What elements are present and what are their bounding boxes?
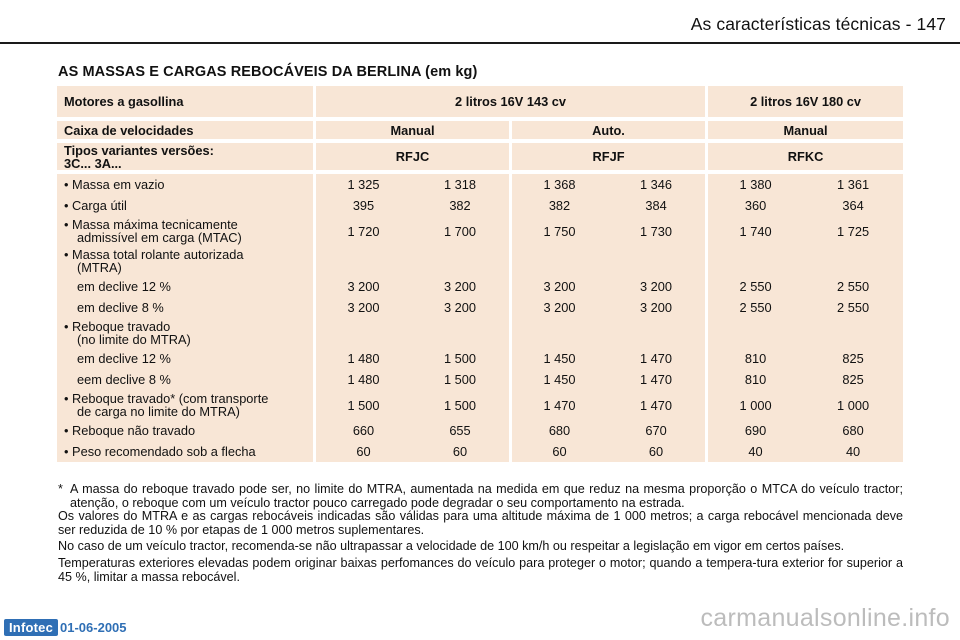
table-row — [57, 420, 903, 441]
table-row — [57, 318, 903, 348]
table-cell: 690 — [705, 420, 803, 441]
table-cell: 3 200 — [313, 297, 411, 318]
table-cell: 1 000 — [803, 390, 903, 420]
table-cell: 1 500 — [411, 390, 509, 420]
table-cell: 1 470 — [607, 390, 705, 420]
table-cell: 382 — [411, 195, 509, 216]
engine-row — [57, 86, 903, 121]
table-cell — [313, 246, 411, 276]
table-cell: 825 — [803, 369, 903, 390]
table-cell: 1 740 — [705, 216, 803, 246]
row-label-line1: • Reboque não travado — [64, 423, 196, 438]
table-cell: 1 325 — [313, 174, 411, 195]
table-cell: 1 470 — [607, 348, 705, 369]
table-cell: 3 200 — [411, 297, 509, 318]
types-row-label — [57, 143, 313, 174]
row-label-line1: • Massa máxima tecnicamente — [64, 217, 238, 232]
row-label-line1: • Peso recomendado sob a flecha — [64, 444, 256, 459]
table-cell: 3 200 — [313, 276, 411, 297]
table-row — [57, 174, 903, 195]
section-title: AS MASSAS E CARGAS REBOCÁVEIS DA BERLINA (em kg) — [58, 64, 478, 80]
table-cell — [705, 318, 803, 348]
table-cell: 1 480 — [313, 369, 411, 390]
row-label — [57, 420, 313, 441]
table-cell: 40 — [705, 441, 803, 462]
table-cell: 3 200 — [509, 276, 607, 297]
table-cell: 60 — [509, 441, 607, 462]
table-cell — [607, 318, 705, 348]
row-label-line1: • Reboque travado — [64, 319, 171, 334]
page-header-title: As características técnicas - 147 — [690, 14, 946, 34]
row-label-line1: • Massa total rolante autorizada — [64, 247, 244, 262]
table-cell: 1 725 — [803, 216, 903, 246]
gearbox-row-label: Caixa de velocidades — [57, 121, 313, 143]
row-label — [57, 369, 313, 390]
table-row — [57, 246, 903, 276]
table-cell: 1 450 — [509, 348, 607, 369]
row-label-line2: admissível em carga (MTAC) — [77, 230, 242, 245]
table-cell — [411, 318, 509, 348]
table-cell: 670 — [607, 420, 705, 441]
note-paragraph-3: Temperaturas exteriores elevadas podem originar baixas perfomances do veículo para proteger o motor; quando a tempera-tura exterior for superior a 45 %, limitar a massa rebocável. — [58, 555, 903, 584]
table-row — [57, 195, 903, 216]
gearbox-manual-1: Manual — [313, 121, 509, 143]
row-label-line1: em declive 12 % — [77, 351, 171, 366]
gearbox-row — [57, 121, 903, 143]
table-row — [57, 441, 903, 462]
table-cell: 60 — [411, 441, 509, 462]
table-cell: 825 — [803, 348, 903, 369]
table-cell — [313, 318, 411, 348]
table-cell: 360 — [705, 195, 803, 216]
row-label-line1: • Carga útil — [64, 198, 127, 213]
table-cell: 3 200 — [509, 297, 607, 318]
gearbox-auto: Auto. — [509, 121, 705, 143]
table-cell: 655 — [411, 420, 509, 441]
row-label-line1: em declive 12 % — [77, 279, 171, 294]
table-row — [57, 276, 903, 297]
row-label — [57, 297, 313, 318]
table-cell: 40 — [803, 441, 903, 462]
table-cell — [803, 246, 903, 276]
row-label-line1: • Reboque travado* (com transporte — [64, 391, 269, 406]
table-cell: 2 550 — [803, 276, 903, 297]
table-cell: 1 470 — [607, 369, 705, 390]
table-cell: 810 — [705, 348, 803, 369]
table-cell: 2 550 — [803, 297, 903, 318]
gearbox-manual-2: Manual — [705, 121, 903, 143]
table-cell: 60 — [607, 441, 705, 462]
table-cell: 3 200 — [411, 276, 509, 297]
row-label — [57, 348, 313, 369]
watermark: carmanualsonline.info — [700, 604, 950, 632]
engine-2-header: 2 litros 16V 180 cv — [705, 86, 903, 121]
footnote-text: A massa do reboque travado pode ser, no limite do MTRA, aumentada na medida em que reduz na mesma proporção o MTCA do veículo tractor; atenção, o reboque com um veículo tractor pouco carregado pode degradar o seu comportamento na estrada. — [70, 482, 903, 510]
table-cell: 1 500 — [411, 369, 509, 390]
table-cell: 1 730 — [607, 216, 705, 246]
table-cell: 364 — [803, 195, 903, 216]
row-label — [57, 441, 313, 462]
row-label-line2: (no limite do MTRA) — [77, 332, 191, 347]
table-cell: 3 200 — [607, 297, 705, 318]
table-row — [57, 348, 903, 369]
footer-date: 01-06-2005 — [60, 619, 127, 635]
table-cell: 1 318 — [411, 174, 509, 195]
row-label — [57, 174, 313, 195]
row-label-line2: de carga no limite do MTRA) — [77, 404, 240, 419]
table-cell: 60 — [313, 441, 411, 462]
table-cell: 1 000 — [705, 390, 803, 420]
notes-section — [58, 483, 903, 587]
table-row — [57, 297, 903, 318]
table-cell: 2 550 — [705, 297, 803, 318]
infotec-logo: Infotec — [4, 619, 58, 636]
type-rfkc: RFKC — [705, 143, 903, 174]
table-cell: 3 200 — [607, 276, 705, 297]
row-label-line1: eem declive 8 % — [77, 372, 171, 387]
table-cell: 1 368 — [509, 174, 607, 195]
table-cell: 1 450 — [509, 369, 607, 390]
engine-1-header: 2 litros 16V 143 cv — [313, 86, 705, 121]
note-paragraph-1: Os valores do MTRA e as cargas rebocáveis indicadas são válidas para uma altitude máxima de 1 000 metros; a carga rebocável mencionada deve ser reduzida de 10 % por etapas de 1 000 metros suplementares. — [58, 509, 903, 537]
engine-row-label: Motores a gasollina — [57, 86, 313, 121]
row-label — [57, 390, 313, 420]
table-row — [57, 216, 903, 246]
table-cell — [705, 246, 803, 276]
table-cell — [509, 246, 607, 276]
types-label-line2: 3C... 3A... — [64, 155, 122, 171]
spec-table — [57, 86, 903, 462]
table-cell: 1 480 — [313, 348, 411, 369]
table-cell — [509, 318, 607, 348]
table-cell — [411, 246, 509, 276]
table-cell: 1 361 — [803, 174, 903, 195]
row-label-line1: • Massa em vazio — [64, 177, 165, 192]
table-row — [57, 369, 903, 390]
table-cell: 1 380 — [705, 174, 803, 195]
row-label-line2: (MTRA) — [77, 260, 122, 275]
table-cell: 1 500 — [313, 390, 411, 420]
table-cell: 1 500 — [411, 348, 509, 369]
footer — [4, 618, 127, 636]
table-cell: 384 — [607, 195, 705, 216]
header-divider — [0, 42, 960, 44]
table-cell: 1 470 — [509, 390, 607, 420]
table-cell: 1 750 — [509, 216, 607, 246]
table-cell: 395 — [313, 195, 411, 216]
row-label — [57, 246, 313, 276]
types-label-line1: Tipos variantes versões: — [64, 142, 214, 158]
table-cell: 1 346 — [607, 174, 705, 195]
row-label — [57, 318, 313, 348]
row-label-line1: em declive 8 % — [77, 300, 164, 315]
table-cell: 1 700 — [411, 216, 509, 246]
type-rfjc: RFJC — [313, 143, 509, 174]
table-cell: 382 — [509, 195, 607, 216]
table-cell: 1 720 — [313, 216, 411, 246]
row-label — [57, 216, 313, 246]
table-row — [57, 390, 903, 420]
table-cell: 810 — [705, 369, 803, 390]
type-rfjf: RFJF — [509, 143, 705, 174]
table-cell: 680 — [803, 420, 903, 441]
row-label — [57, 195, 313, 216]
table-cell — [607, 246, 705, 276]
table-cell: 660 — [313, 420, 411, 441]
table-cell: 680 — [509, 420, 607, 441]
footnote-star: * — [58, 482, 63, 496]
note-paragraph-2: No caso de um veículo tractor, recomenda-se não ultrapassar a velocidade de 100 km/h ou respeitar a legislação em vigor em certos países. — [58, 539, 845, 554]
table-cell: 2 550 — [705, 276, 803, 297]
table-cell — [803, 318, 903, 348]
row-label — [57, 276, 313, 297]
types-row — [57, 143, 903, 174]
footnote — [58, 483, 903, 510]
